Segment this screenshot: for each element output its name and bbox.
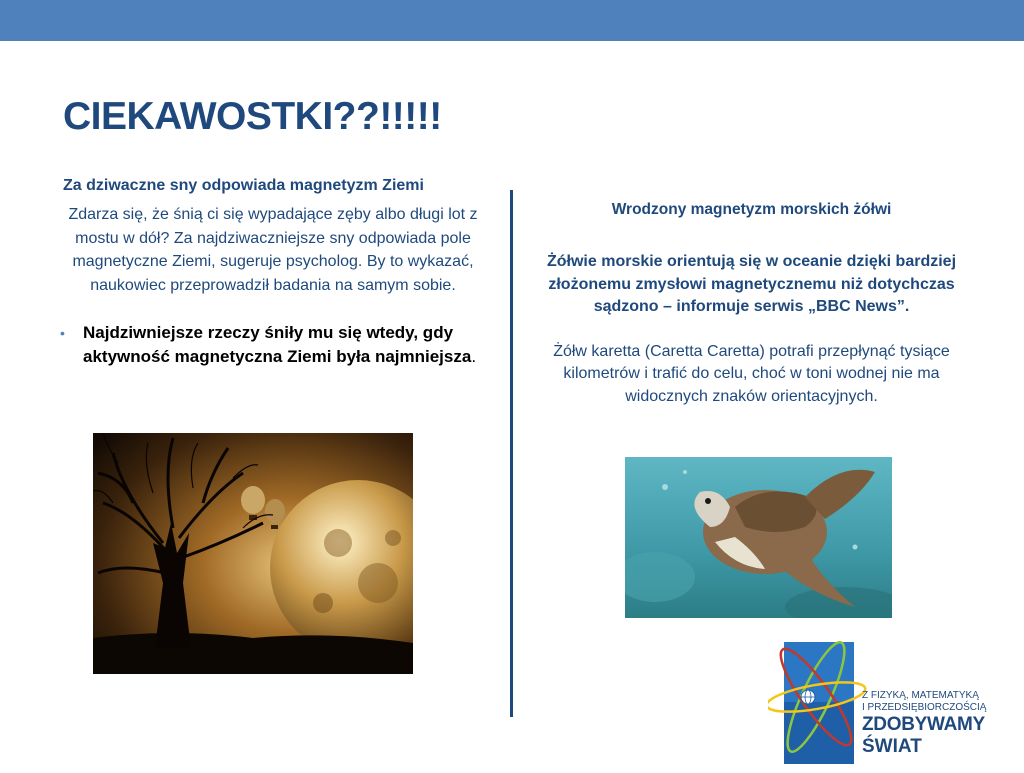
sea-turtle-image xyxy=(625,457,892,618)
slide-title: CIEKAWOSTKI??!!!!! xyxy=(63,95,442,138)
logo-line-1: Z FIZYKĄ, MATEMATYKĄ xyxy=(862,690,979,701)
dream-moon-tree-image xyxy=(93,433,413,674)
right-heading: Wrodzony magnetyzm morskich żółwi xyxy=(611,201,892,218)
bullet-list xyxy=(58,321,488,368)
right-column xyxy=(535,198,968,408)
left-heading: Za dziwaczne sny odpowiada magnetyzm Ziemi xyxy=(63,177,424,194)
top-accent-bar xyxy=(0,0,1024,41)
logo-line-4: ŚWIAT xyxy=(862,736,922,757)
left-body-text: Zdarza się, że śnią ci się wypadające zęby albo długi lot z mostu w dół? Za najdziwaczniejsze sny odpowiada pole magnetyczne Ziemi, sugeruje psycholog. By to wykazać, naukowiec przeprowadził badania na samym sobie. xyxy=(68,206,478,294)
right-body-text: Żółw karetta (Caretta Caretta) potrafi przepłynąć tysiące kilometrów i trafić do celu, choć w toni wodnej nie ma widocznych znaków orientacyjnych. xyxy=(553,342,950,405)
globe-icon xyxy=(801,690,815,704)
bullet-dot-icon: • xyxy=(60,325,65,341)
column-divider xyxy=(510,190,513,717)
bullet-tail: . xyxy=(471,346,477,366)
dream-illustration xyxy=(93,433,413,674)
logo-line-3: ZDOBYWAMY xyxy=(862,714,985,735)
logo-line-2: I PRZEDSIĘBIORCZOŚCIĄ xyxy=(862,702,987,713)
turtle-illustration xyxy=(625,457,892,618)
left-column xyxy=(58,175,488,368)
right-bold-paragraph: Żółwie morskie orientują się w oceanie dzięki bardziej złożonemu zmysłowi magnetycznemu niż dotychczas sądzono – informuje serwis „BBC News”. xyxy=(546,253,957,315)
bullet-item xyxy=(58,321,483,368)
bullet-bold-text: Najdziwniejsze rzeczy śniły mu się wtedy, gdy aktywność magnetyczna Ziemi była najmniejsza xyxy=(83,323,472,366)
